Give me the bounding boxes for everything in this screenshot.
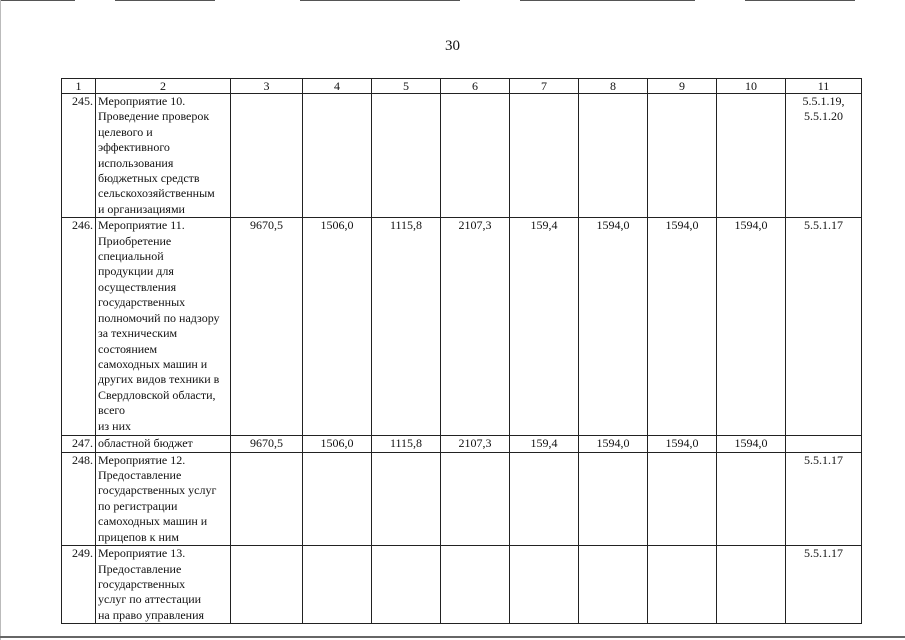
activity-name-line: Мероприятие 11. [98, 218, 185, 233]
activity-name-line: из них [98, 418, 132, 433]
activity-name-line: специальной [98, 249, 164, 264]
value-cell [231, 546, 303, 624]
value-cell [717, 546, 786, 624]
row-number: 246. [62, 218, 96, 436]
value-cell: 1115,8 [372, 218, 441, 436]
activity-name-line: по регистрации [98, 498, 178, 513]
value-cell [510, 94, 579, 218]
activity-name-line: государственных услуг [98, 483, 217, 498]
activity-name-line: сельскохозяйственным [98, 186, 215, 201]
activity-name-line: Свердловской области, [98, 387, 216, 402]
value-cell: 1594,0 [648, 218, 717, 436]
value-cell: 1594,0 [717, 436, 786, 452]
row-number: 245. [62, 94, 96, 218]
column-header: 10 [717, 79, 786, 94]
value-cell [579, 452, 648, 545]
column-header: 3 [231, 79, 303, 94]
top-edge-segment [115, 0, 215, 1]
activity-name-line: состоянием [98, 341, 158, 356]
value-cell [441, 452, 510, 545]
reference-cell [786, 546, 862, 624]
table-row [62, 94, 862, 218]
column-header: 9 [648, 79, 717, 94]
activity-name-line: Мероприятие 12. [98, 452, 186, 467]
value-cell [303, 94, 372, 218]
value-cell: 159,4 [510, 218, 579, 436]
activity-name-line: Мероприятие 13. [98, 546, 186, 561]
activity-name [96, 546, 231, 624]
value-cell [231, 94, 303, 218]
activity-name-line: Приобретение [98, 233, 172, 248]
top-edge-segment [520, 0, 695, 1]
value-cell: 1594,0 [579, 218, 648, 436]
value-cell [303, 546, 372, 624]
activity-name [96, 218, 231, 436]
value-cell: 159,4 [510, 436, 579, 452]
column-header: 5 [372, 79, 441, 94]
activity-name-line: самоходных машин и [98, 356, 208, 371]
page-number: 30 [445, 38, 460, 54]
reference-line: 5.5.1.17 [804, 546, 843, 561]
activity-name-line: самоходных машин и [98, 514, 208, 529]
activity-name-line: областной бюджет [98, 436, 193, 451]
top-edge [0, 0, 905, 2]
reference-line: 5.5.1.20 [804, 109, 843, 124]
activity-name-line: всего [98, 403, 126, 418]
value-cell [441, 94, 510, 218]
activity-name-line: целевого и [98, 124, 153, 139]
reference-line: 5.5.1.17 [804, 452, 843, 467]
column-header: 6 [441, 79, 510, 94]
value-cell [510, 546, 579, 624]
value-cell [717, 452, 786, 545]
value-cell: 2107,3 [441, 436, 510, 452]
activity-name-line: бюджетных средств [98, 171, 200, 186]
activity-name-line: на право управления [98, 607, 205, 622]
column-header: 7 [510, 79, 579, 94]
activity-name-line: Предоставление [98, 561, 182, 576]
value-cell: 1506,0 [303, 218, 372, 436]
row-number: 248. [62, 452, 96, 545]
table-row [62, 452, 862, 545]
activity-name-line: Мероприятие 10. [98, 94, 186, 108]
activity-name-line: Предоставление [98, 468, 182, 483]
row-number: 249. [62, 546, 96, 624]
activity-name-line: полномочий по надзору [98, 310, 220, 325]
activity-name-line: использования [98, 155, 174, 170]
reference-cell [786, 94, 862, 218]
value-cell: 9670,5 [231, 218, 303, 436]
value-cell: 1115,8 [372, 436, 441, 452]
value-cell [372, 452, 441, 545]
column-header: 11 [786, 79, 862, 94]
table-row [62, 218, 862, 436]
reference-line: 5.5.1.19, [802, 94, 845, 108]
reference-cell [786, 436, 862, 452]
value-cell [717, 94, 786, 218]
value-cell [579, 546, 648, 624]
top-edge-segment [745, 0, 855, 1]
reference-cell [786, 452, 862, 545]
header-row [62, 79, 862, 94]
bottom-edge [0, 636, 905, 638]
value-cell: 9670,5 [231, 436, 303, 452]
column-header: 8 [579, 79, 648, 94]
activity-name-line: и организациями [98, 201, 185, 216]
value-cell: 2107,3 [441, 218, 510, 436]
table-row [62, 546, 862, 624]
row-number: 247. [62, 436, 96, 452]
data-table [61, 78, 862, 624]
activity-name-line: прицепов к ним [98, 529, 179, 544]
table-body [62, 94, 862, 624]
activity-name-line: эффективного [98, 140, 170, 155]
value-cell [303, 452, 372, 545]
activity-name-line: государственных [98, 576, 186, 591]
table-row [62, 436, 862, 452]
value-cell: 1594,0 [717, 218, 786, 436]
activity-name-line: других видов техники в [98, 372, 220, 387]
value-cell [510, 452, 579, 545]
column-header: 4 [303, 79, 372, 94]
value-cell [372, 546, 441, 624]
reference-line: 5.5.1.17 [804, 218, 843, 233]
value-cell: 1506,0 [303, 436, 372, 452]
column-header: 1 [62, 79, 96, 94]
activity-name [96, 436, 231, 452]
activity-name-line: за техническим [98, 326, 178, 341]
activity-name-line: государственных [98, 295, 186, 310]
column-header: 2 [96, 79, 231, 94]
activity-name [96, 94, 231, 218]
top-edge-segment [300, 0, 460, 1]
left-edge [0, 0, 1, 640]
value-cell [372, 94, 441, 218]
value-cell [579, 94, 648, 218]
top-edge-segment [0, 0, 75, 1]
activity-name-line: продукции для [98, 264, 174, 279]
value-cell [648, 546, 717, 624]
activity-name-line: услуг по аттестации [98, 592, 202, 607]
value-cell [648, 452, 717, 545]
value-cell: 1594,0 [648, 436, 717, 452]
value-cell [441, 546, 510, 624]
activity-name [96, 452, 231, 545]
reference-cell [786, 218, 862, 436]
value-cell [231, 452, 303, 545]
value-cell: 1594,0 [579, 436, 648, 452]
activity-name-line: Проведение проверок [98, 109, 210, 124]
value-cell [648, 94, 717, 218]
activity-name-line: осуществления [98, 279, 177, 294]
